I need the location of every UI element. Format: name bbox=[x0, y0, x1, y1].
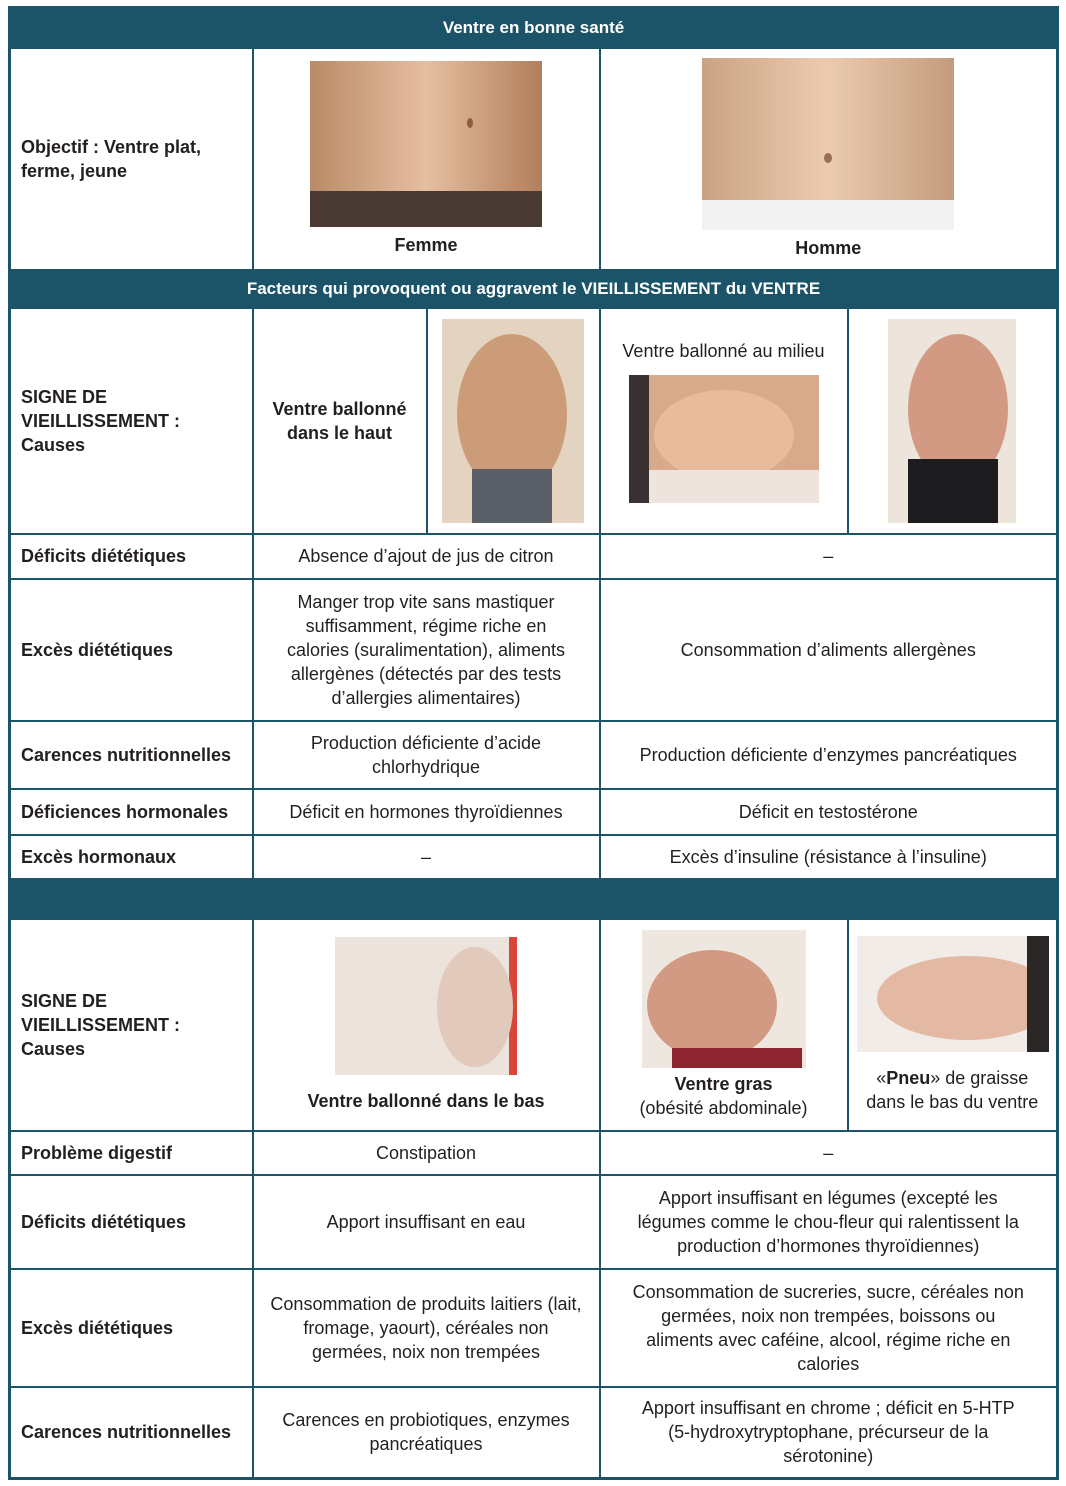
s3-row-label: Carences nutritionnelles bbox=[10, 1387, 253, 1479]
sign-row-lower bbox=[10, 919, 1058, 1131]
section-header-empty bbox=[10, 879, 1058, 919]
caption-pneu-open: « bbox=[876, 1067, 887, 1088]
sign-row-upper bbox=[10, 308, 1058, 534]
s2-row-exces bbox=[10, 579, 1058, 721]
s2-row-col1: – bbox=[253, 835, 600, 879]
section-header-factors bbox=[10, 270, 1058, 308]
male-caption: Homme bbox=[795, 237, 862, 258]
s3-row-col2: Consommation de sucreries, sucre, céréales non germées, noix non trempées, boissons ou aliments avec caféine, alcool, régime riche en calories bbox=[600, 1269, 1058, 1387]
sign-label-upper: SIGNE DE VIEILLISSEMENT : Causes bbox=[10, 308, 253, 534]
s2-row-col1: Manger trop vite sans mastiquer suffisamment, régime riche en calories (suralimentation), aliments allergènes (détectés par des tests d’allergies alimentaires) bbox=[253, 579, 600, 721]
photo-homme-icon bbox=[702, 58, 954, 230]
s3-row-col1: Apport insuffisant en eau bbox=[253, 1175, 600, 1269]
female-photo-cell bbox=[253, 48, 600, 270]
haut-photo-cell bbox=[427, 308, 600, 534]
s2-row-col2: Déficit en testostérone bbox=[600, 789, 1058, 835]
abdomen-aging-table bbox=[8, 6, 1059, 1480]
milieu-cell bbox=[600, 308, 848, 534]
s3-row-col1: Consommation de produits laitiers (lait, fromage, yaourt), céréales non germées, noix non trempées bbox=[253, 1269, 600, 1387]
photo-bas-icon bbox=[335, 937, 517, 1075]
s3-row-exces bbox=[10, 1269, 1058, 1387]
s3-row-label: Déficits diététiques bbox=[10, 1175, 253, 1269]
s3-row-col2: Apport insuffisant en chrome ; déficit en 5-HTP (5-hydroxytryptophane, précurseur de la sérotonine) bbox=[600, 1387, 1058, 1479]
sign-haut-text: Ventre ballonné dans le haut bbox=[253, 308, 427, 534]
sign-milieu-text: Ventre ballonné au milieu bbox=[622, 340, 825, 361]
s2-row-label: Déficiences hormonales bbox=[10, 789, 253, 835]
s2-row-exces-hormonaux bbox=[10, 835, 1058, 879]
s3-row-label: Excès diététiques bbox=[10, 1269, 253, 1387]
s3-row-col2: Apport insuffisant en légumes (excepté les légumes comme le chou-fleur qui ralentissent la production d’hormones thyroïdiennes) bbox=[600, 1175, 1058, 1269]
s2-row-carences bbox=[10, 721, 1058, 789]
caption-pneu-bold: Pneu bbox=[886, 1067, 931, 1088]
sign-label-lower: SIGNE DE VIEILLISSEMENT : Causes bbox=[10, 919, 253, 1131]
s2-row-deficits bbox=[10, 534, 1058, 579]
caption-gras-rest: (obésité abdominale) bbox=[639, 1097, 808, 1118]
header-healthy-text: Ventre en bonne santé bbox=[10, 8, 1058, 48]
s2-row-label: Excès hormonaux bbox=[10, 835, 253, 879]
s3-row-col1: Constipation bbox=[253, 1131, 600, 1175]
photo-femme-icon bbox=[310, 61, 542, 227]
header-factors-bold2: VENTRE bbox=[751, 278, 821, 298]
photo-milieu-icon bbox=[629, 375, 819, 503]
caption-bas: Ventre ballonné dans le bas bbox=[307, 1090, 545, 1111]
photo-haut-icon bbox=[442, 319, 584, 523]
photo-gras-icon bbox=[642, 930, 806, 1068]
s3-row-col1: Carences en probiotiques, enzymes pancréatiques bbox=[253, 1387, 600, 1479]
bas-cell bbox=[253, 919, 600, 1131]
s2-row-label: Déficits diététiques bbox=[10, 534, 253, 579]
s3-row-carences bbox=[10, 1387, 1058, 1479]
s2-row-label: Carences nutritionnelles bbox=[10, 721, 253, 789]
header-factors-bold1: VIEILLISSEMENT bbox=[581, 278, 721, 298]
section-header-healthy bbox=[10, 8, 1058, 48]
caption-gras-bold: Ventre gras bbox=[674, 1073, 773, 1094]
objective-row bbox=[10, 48, 1058, 270]
s3-row-deficits bbox=[10, 1175, 1058, 1269]
empty-band bbox=[10, 879, 1058, 919]
s2-row-col1: Déficit en hormones thyroïdiennes bbox=[253, 789, 600, 835]
header-factors-text bbox=[10, 270, 1058, 308]
female-caption: Femme bbox=[394, 234, 458, 255]
s2-row-col2: Excès d’insuline (résistance à l’insuline) bbox=[600, 835, 1058, 879]
s2-row-col1: Production déficiente d’acide chlorhydrique bbox=[253, 721, 600, 789]
pneu-cell bbox=[848, 919, 1058, 1131]
gras-cell bbox=[600, 919, 848, 1131]
s2-row-col1: Absence d’ajout de jus de citron bbox=[253, 534, 600, 579]
caption-gras bbox=[609, 1072, 839, 1120]
milieu-homme-photo-cell bbox=[848, 308, 1058, 534]
s3-row-label: Problème digestif bbox=[10, 1131, 253, 1175]
s2-row-label: Excès diététiques bbox=[10, 579, 253, 721]
s3-row-probleme bbox=[10, 1131, 1058, 1175]
photo-pneu-icon bbox=[857, 936, 1049, 1052]
caption-pneu bbox=[857, 1066, 1049, 1114]
s2-row-col2: Production déficiente d’enzymes pancréatiques bbox=[600, 721, 1058, 789]
photo-milieu-homme-icon bbox=[888, 319, 1016, 523]
s2-row-col2: – bbox=[600, 534, 1058, 579]
s2-row-col2: Consommation d’aliments allergènes bbox=[600, 579, 1058, 721]
s2-row-hormonales bbox=[10, 789, 1058, 835]
s3-row-col2: – bbox=[600, 1131, 1058, 1175]
header-factors-part2: du bbox=[721, 278, 752, 298]
objective-label: Objectif : Ventre plat, ferme, jeune bbox=[10, 48, 253, 270]
caption-pneu-rest: » de graisse dans le bas du ventre bbox=[866, 1067, 1039, 1112]
male-photo-cell bbox=[600, 48, 1058, 270]
header-factors-part1: Facteurs qui provoquent ou aggravent le bbox=[246, 278, 582, 298]
